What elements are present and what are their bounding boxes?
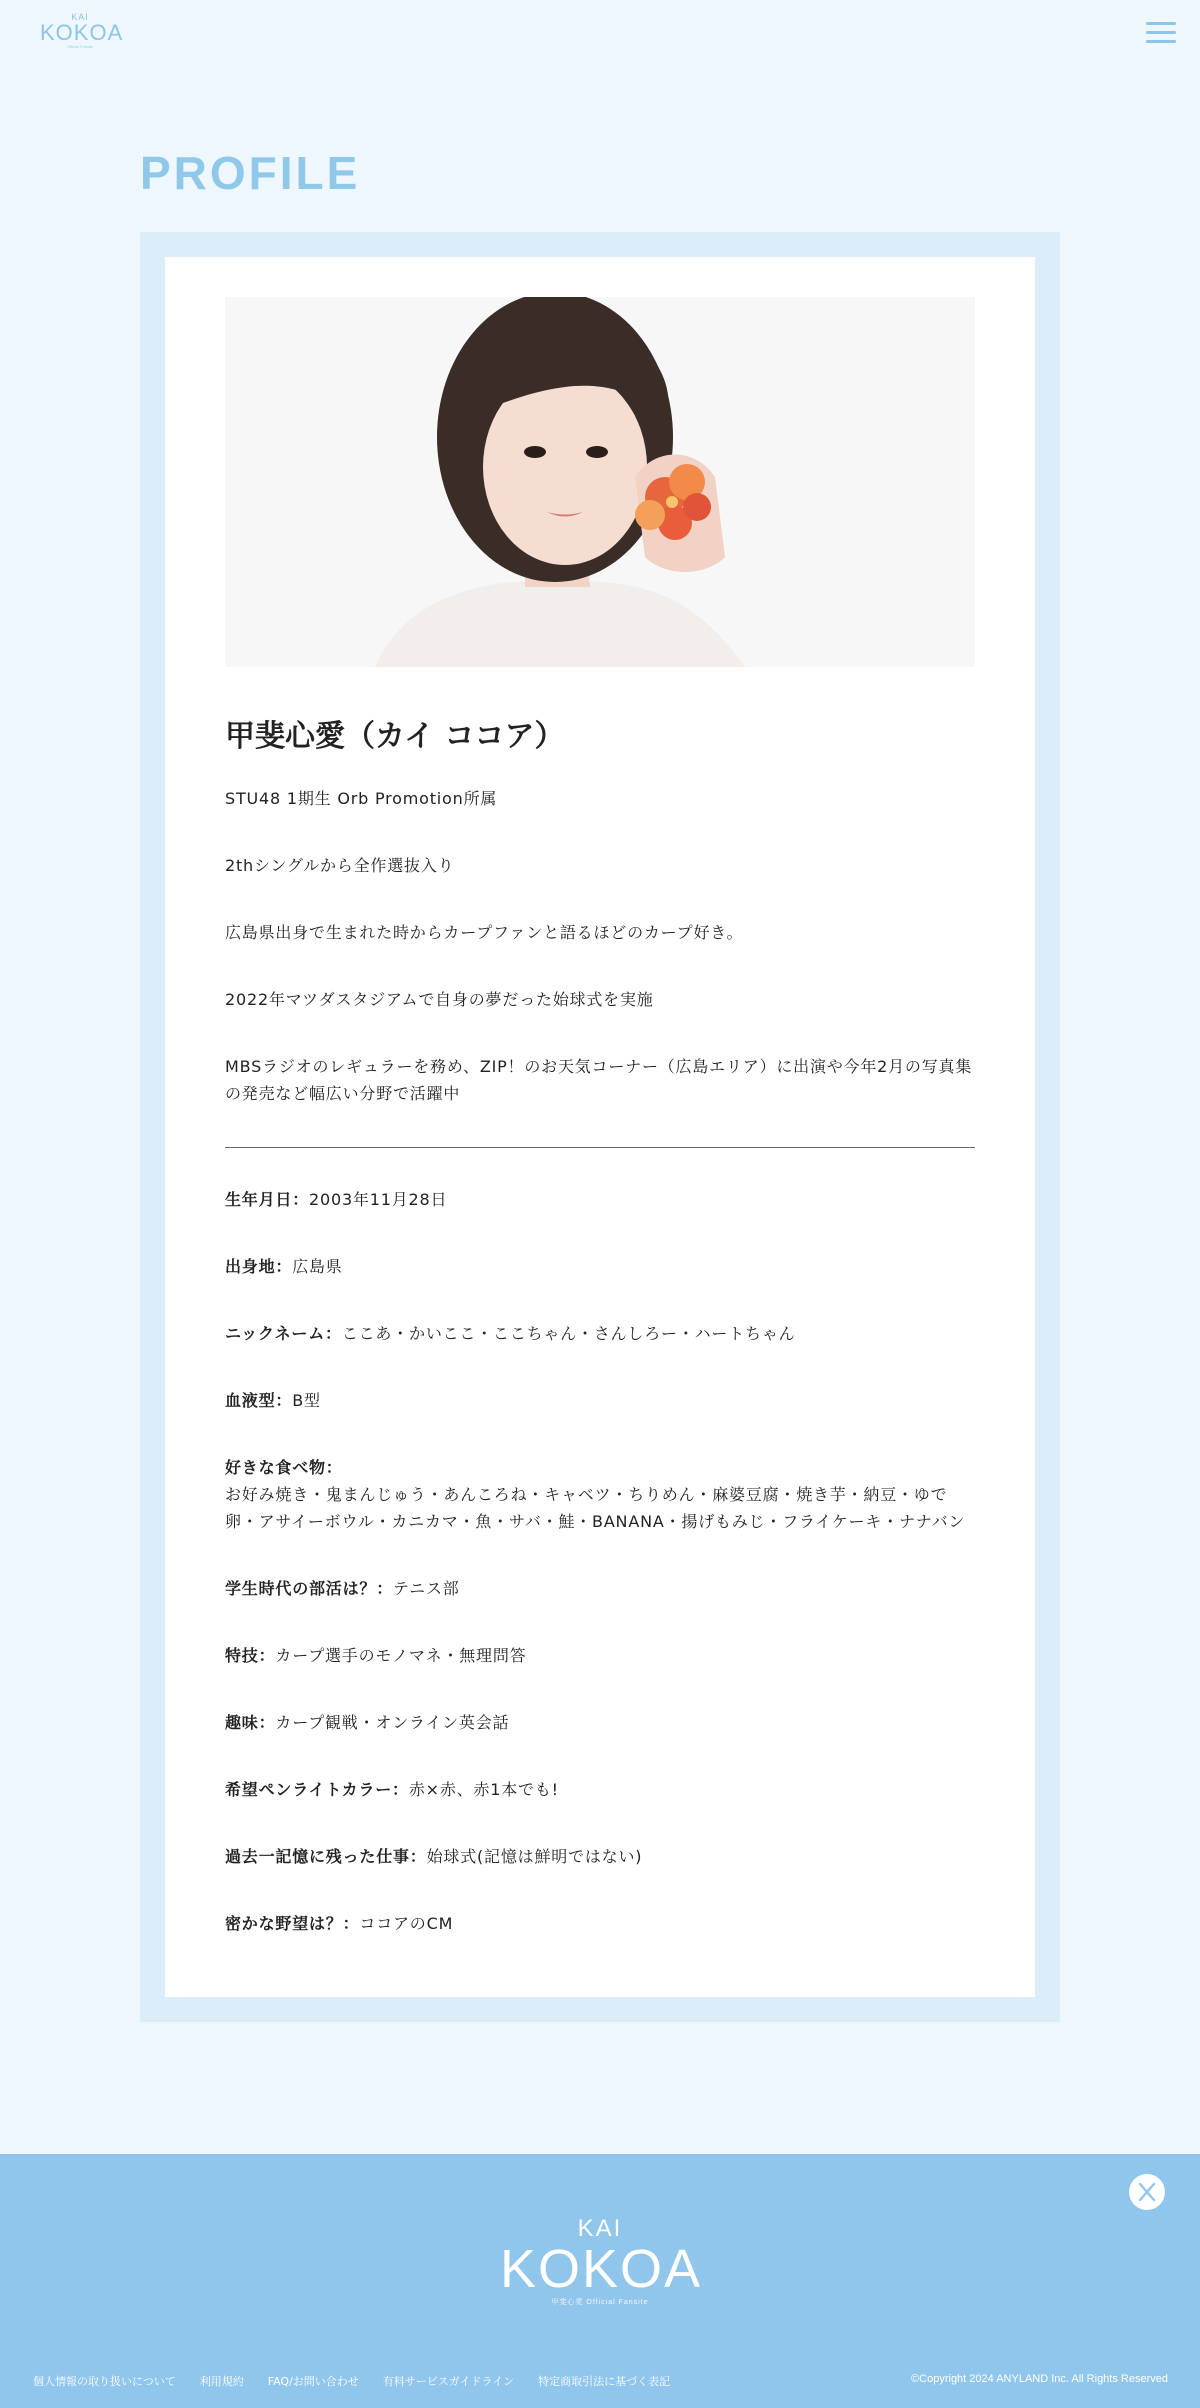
footer-link-paid-service[interactable]: 有料サービスガイドライン — [382, 2375, 515, 2388]
footer-links — [33, 2373, 670, 2389]
detail-secret-ambition — [225, 1910, 975, 1937]
header-logo[interactable] — [40, 12, 124, 50]
detail-label: 血液型： — [225, 1391, 293, 1410]
site-footer — [0, 2154, 1200, 2408]
detail-value: お好み焼き・鬼まんじゅう・あんころね・キャベツ・ちりめん・麻婆豆腐・焼き芋・納豆・ゆで卵・アサイーボウル・カニカマ・魚・サバ・鮭・BANANA・揚げもみじ・フライケーキ・ナナバン — [225, 1485, 966, 1531]
detail-label: 希望ペンライトカラー： — [225, 1780, 409, 1799]
detail-value: カープ選手のモノマネ・無理問答 — [275, 1646, 527, 1665]
detail-value: 赤×赤、赤1本でも! — [408, 1780, 559, 1799]
profile-name: 甲斐心愛（カイ ココア） — [225, 719, 565, 754]
detail-blood-type — [225, 1387, 975, 1414]
profile-paragraph: 2thシングルから全作選抜入り — [225, 856, 455, 875]
profile-paragraph: 広島県出身で生まれた時からカープファンと語るほどのカープ好き。 — [225, 923, 744, 942]
footer-logo-kokoa: KOKOA — [500, 2239, 703, 2299]
profile-photo — [225, 297, 975, 667]
detail-memorable-job — [225, 1843, 975, 1870]
detail-value: B型 — [292, 1391, 321, 1410]
detail-value: ココアのCM — [359, 1914, 454, 1933]
menu-bar — [1146, 40, 1176, 43]
detail-nickname — [225, 1320, 975, 1347]
footer-link-commercial-law[interactable]: 特定商取引法に基づく表記 — [538, 2375, 671, 2388]
menu-bar — [1146, 22, 1176, 25]
profile-divider — [225, 1147, 975, 1148]
footer-link-privacy[interactable]: 個人情報の取り扱いについて — [33, 2375, 176, 2388]
detail-label: 学生時代の部活は？： — [225, 1579, 394, 1598]
detail-label: 特技： — [225, 1646, 276, 1665]
detail-value: 始球式(記憶は鮮明ではない) — [426, 1847, 643, 1866]
hamburger-menu-icon[interactable] — [1146, 20, 1176, 46]
copyright: ©Copyright 2024 ANYLAND Inc. All Rights Reserved — [911, 2373, 1168, 2385]
site-header — [0, 0, 1200, 64]
detail-label: ニックネーム： — [225, 1324, 342, 1343]
detail-value: テニス部 — [393, 1579, 460, 1598]
detail-value: 広島県 — [292, 1257, 343, 1276]
header-logo-sub: Official Fansite — [66, 44, 94, 49]
profile-photo-illustration — [225, 297, 975, 667]
profile-content — [225, 717, 975, 1977]
detail-value: カープ観戦・オンライン英会話 — [275, 1713, 510, 1732]
footer-link-faq[interactable]: FAQ/お問い合わせ — [267, 2375, 359, 2388]
menu-bar — [1146, 31, 1176, 34]
detail-penlight-color — [225, 1776, 975, 1803]
profile-paragraph: MBSラジオのレギュラーを務め、ZIP！のお天気コーナー（広島エリア）に出演や今年2月の写真集の発売など幅広い分野で活躍中 — [225, 1057, 973, 1103]
x-logo-icon[interactable] — [1129, 2174, 1165, 2210]
detail-value: ここあ・かいここ・ここちゃん・さんしろー・ハートちゃん — [341, 1324, 796, 1343]
detail-label: 好きな食べ物： — [225, 1458, 343, 1477]
detail-label: 過去一記憶に残った仕事： — [225, 1847, 427, 1866]
footer-logo[interactable] — [500, 2215, 703, 2310]
header-logo-kokoa: KOKOA — [40, 20, 124, 45]
profile-paragraph: 2022年マツダスタジアムで自身の夢だった始球式を実施 — [225, 990, 654, 1009]
profile-card — [165, 257, 1035, 1997]
page-title: PROFILE — [140, 147, 361, 199]
footer-link-terms[interactable]: 利用規約 — [199, 2375, 244, 2388]
profile-card-frame — [140, 232, 1060, 2022]
x-logo-svg — [1129, 2174, 1165, 2210]
detail-label: 密かな野望は？： — [225, 1914, 360, 1933]
detail-skill — [225, 1642, 975, 1669]
header-logo-kai: KAI — [71, 12, 89, 22]
detail-birthplace — [225, 1253, 975, 1280]
detail-label: 趣味： — [225, 1713, 276, 1732]
detail-club — [225, 1575, 975, 1602]
profile-paragraph: STU48 1期生 Orb Promotion所属 — [225, 789, 498, 808]
detail-hobby — [225, 1709, 975, 1736]
detail-label: 生年月日： — [225, 1190, 310, 1209]
detail-birthday — [225, 1186, 975, 1213]
detail-favorite-food — [225, 1454, 975, 1535]
footer-logo-kai: KAI — [577, 2215, 623, 2242]
detail-value: 2003年11月28日 — [309, 1190, 448, 1209]
detail-label: 出身地： — [225, 1257, 293, 1276]
footer-logo-sub: 甲斐心愛 Official Fansite — [551, 2299, 649, 2306]
